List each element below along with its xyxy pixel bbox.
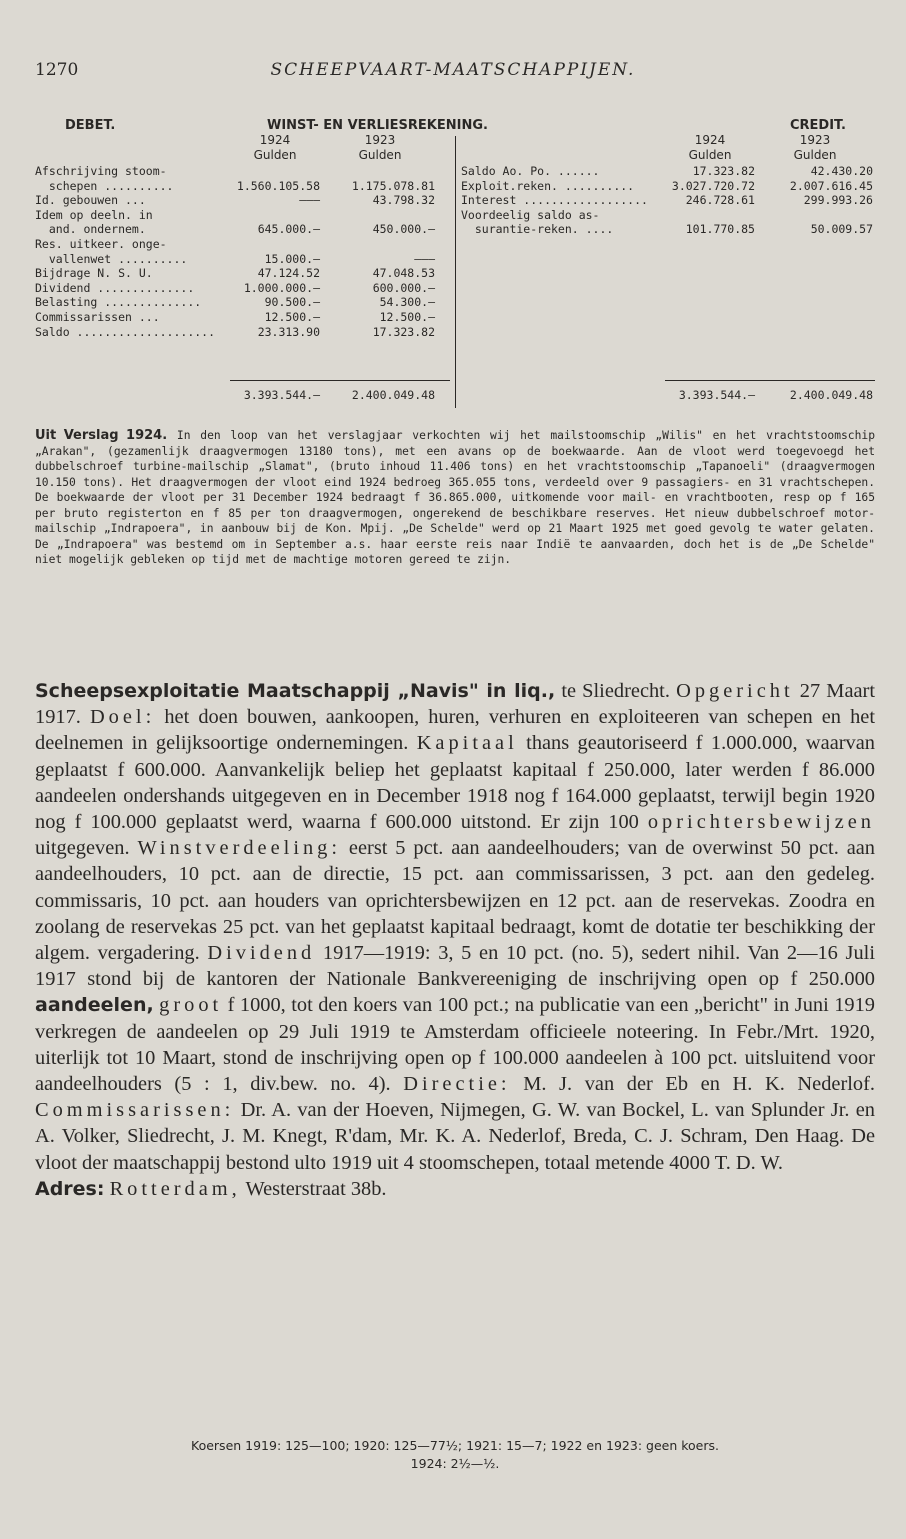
- debit-row-label: Bijdrage N. S. U.: [35, 266, 153, 281]
- debit-total-1924: 3.393.544.—: [243, 388, 320, 402]
- credit-row-1923: 50.009.57: [810, 222, 873, 237]
- company-text: het doen bouwen, aankoopen, huren, verhuren en exploiteeren van schepen en het deelnemen in gelijksoortige ondernemingen.: [35, 706, 875, 755]
- credit-row-1924: 17.323.82: [692, 164, 755, 178]
- credit-currency-1924: Gulden: [688, 148, 732, 162]
- credit-row-1923: 42.430.20: [810, 164, 873, 178]
- debit-row-label: Saldo ....................: [35, 324, 216, 339]
- share-prices: [35, 1437, 875, 1473]
- debit-total-rule: [230, 380, 450, 381]
- credit-row-label: Voordeelig saldo as-: [461, 207, 600, 222]
- keyword-oprichtersbewijzen: oprichtersbewijzen: [647, 811, 875, 834]
- company-entry: [35, 678, 875, 1202]
- company-text: thans geautoriseerd f 1.000.000, waarvan geplaatst f 600.000. Aanvankelijk beliep het geplaatst kapitaal f 250.000, later werden f 86.000 aandeelen ondershands uitgegeven en in December 1918 nog f 164.000 geplaatst, terwijl begin 1920 nog f 100.000 geplaatst werd, waarna f 600.000 uitstond. Er zijn 100: [35, 732, 875, 834]
- debit-row-1924: 15.000.—: [264, 251, 320, 266]
- keyword-dividend: Dividend: [207, 942, 316, 965]
- debit-row-1924: 47.124.52: [257, 266, 320, 281]
- company-text: 27 Maart 1917.: [35, 680, 875, 729]
- share-prices-line-2: 1924: 2½—½.: [410, 1456, 500, 1471]
- keyword-doel: Doel:: [89, 706, 156, 729]
- company-text: te Sliedrecht.: [555, 680, 677, 702]
- debit-total-1923: 2.400.049.48: [351, 388, 435, 402]
- debit-row-1923: 600.000.—: [372, 280, 435, 295]
- share-prices-line-1: Koersen 1919: 125—100; 1920: 125—77½; 1921: 15—7; 1922 en 1923: geen koers.: [191, 1438, 719, 1453]
- running-title: SCHEEPVAART-MAATSCHAPPIJEN.: [270, 60, 636, 80]
- page-number: 1270: [35, 60, 79, 80]
- debit-row-1923: 1.175.078.81: [351, 178, 435, 193]
- company-text: M. J. van der Eb en H. K. Nederlof.: [510, 1073, 875, 1096]
- credit-row-label: Exploit.reken. ..........: [461, 178, 635, 193]
- debit-row-label: and. ondernem.: [35, 222, 146, 237]
- debit-row-label: Idem op deeln. in: [35, 207, 153, 222]
- debit-row-1924: 23.313.90: [257, 324, 320, 339]
- credit-total-1924: 3.393.544.—: [678, 388, 755, 402]
- debit-row-1924: 1.560.105.58: [236, 178, 320, 193]
- company-text: uitgegeven.: [35, 837, 138, 860]
- keyword-adres: Adres:: [35, 1177, 105, 1200]
- debit-row-1924: 1.000.000.—: [243, 280, 320, 295]
- annual-report-excerpt: [35, 428, 875, 568]
- debit-row-label: Id. gebouwen ...: [35, 193, 146, 208]
- profit-loss-account: [35, 118, 875, 408]
- debit-row-label: Res. uitkeer. onge-: [35, 237, 167, 251]
- debit-year-1923: 1923: [364, 133, 396, 147]
- credit-row-label: Saldo Ao. Po. ......: [461, 164, 600, 178]
- debit-row-1924: ———: [299, 193, 320, 208]
- ledger-divider: [455, 136, 456, 408]
- debit-currency-1923: Gulden: [358, 148, 402, 162]
- credit-total-1923: 2.400.049.48: [789, 388, 873, 402]
- address-street: Westerstraat 38b.: [240, 1177, 387, 1200]
- keyword-directie: Directie:: [403, 1073, 511, 1096]
- credit-row-label: Interest ..................: [461, 193, 648, 208]
- debit-row-1923: 47.048.53: [372, 266, 435, 281]
- debit-year-1924: 1924: [259, 133, 291, 147]
- debit-row-1923: 43.798.32: [372, 193, 435, 208]
- debit-row-label: vallenwet ..........: [35, 251, 188, 266]
- keyword-commissarissen: Commissarissen:: [35, 1099, 235, 1122]
- credit-row-1923: 2.007.616.45: [789, 178, 873, 193]
- keyword-aandeelen: aandeelen,: [35, 994, 154, 1017]
- credit-row-label: surantie-reken. ....: [461, 222, 614, 237]
- keyword-groot: groot: [159, 994, 223, 1017]
- debit-row-1923: 17.323.82: [372, 324, 435, 339]
- credit-row-1924: 3.027.720.72: [671, 178, 755, 193]
- debit-row-1923: 12.500.—: [379, 310, 435, 324]
- debit-row-1924: 645.000.—: [257, 222, 320, 237]
- credit-row-1924: 246.728.61: [685, 193, 755, 208]
- keyword-winstverdeeling: Winstverdeeling:: [137, 837, 342, 860]
- credit-year-1923: 1923: [799, 133, 831, 147]
- debit-row-1924: 12.500.—: [264, 310, 320, 324]
- company-text: f 1000, tot den koers van 100 pct.; na publicatie van een „bericht" in Juni 1919 verkregen de aandeelen op 29 Juli 1919 te Amsterdam officieele noteering. In Febr./Mrt. 1920, uiterlijk tot 10 Maart, stond de inschrijving open op f 100.000 aandeelen à 100 pct. uitsluitend voor aandeelhouders (5 : 1, div.bew. no. 4).: [35, 994, 875, 1096]
- credit-year-1924: 1924: [694, 133, 726, 147]
- credit-total-rule: [665, 380, 875, 381]
- debit-row-1923: 54.300.—: [379, 295, 435, 310]
- address-city: Rotterdam,: [109, 1177, 241, 1200]
- debit-row-label: Belasting ..............: [35, 295, 202, 310]
- company-text: eerst 5 pct. aan aandeelhouders; van de overwinst 50 pct. aan aandeelhouders, 10 pct. aan de directie, 15 pct. aan commissarissen, 3 pct. aan den gedeleg. commissaris, 10 pct. aan houders van oprichtersbewijzen en 12 pct. aan de reservekas. Zoodra en zoolang de reservekas 25 pct. van het geplaatst kapitaal bedraagt, komt de dotatie ter beschikking der algem. vergadering.: [35, 837, 875, 965]
- debit-row-label: Dividend ..............: [35, 280, 195, 295]
- credit-currency-1923: Gulden: [793, 148, 837, 162]
- debit-row-1923: ———: [414, 251, 435, 266]
- company-name: Scheepsexploitatie Maatschappij „Navis" in liq.,: [35, 680, 556, 702]
- company-text: 1917—1919: 3, 5 en 10 pct. (no. 5), sedert nihil. Van 2—16 Juli 1917 stond bij de kantoren der Nationale Bankvereeniging de inschrijving open op f 250.000: [35, 942, 875, 991]
- debit-row-1923: 450.000.—: [372, 222, 435, 237]
- debit-row-label: schepen ..........: [35, 178, 174, 193]
- debit-row-label: Commissarissen ...: [35, 310, 160, 324]
- debit-row-1924: 90.500.—: [264, 295, 320, 310]
- ledger-title: WINST- EN VERLIESREKENING.: [267, 118, 488, 133]
- report-lead: Uit Verslag 1924.: [35, 428, 168, 443]
- company-text: Dr. A. van der Hoeven, Nijmegen, G. W. van Bockel, L. van Splunder Jr. en A. Volker, Sliedrecht, J. M. Knegt, R'dam, Mr. K. A. Nederlof, Breda, C. J. Schram, Den Haag. De vloot der maatschappij bestond ulto 1919 uit 4 stoomschepen, totaal metende 4000 T. D. W.: [35, 1099, 875, 1174]
- debet-label: DEBET.: [65, 118, 116, 133]
- keyword-kapitaal: Kapitaal: [416, 732, 518, 755]
- credit-label: CREDIT.: [790, 118, 846, 133]
- keyword-opgericht: Opgericht: [676, 680, 794, 702]
- credit-row-1923: 299.993.26: [803, 193, 873, 208]
- debit-currency-1924: Gulden: [253, 148, 297, 162]
- report-text: In den loop van het verslagjaar verkochten wij het mailstoomschip „Wilis" en het vrachtstoomschip „Arakan", (gezamenlijk draagvermogen 13180 tons), met een avans op de boekwaarde. Aan de vloot werd toegevoegd het dubbelschroef turbine-mailschip „Slamat", (bruto inhoud 11.406 tons) en het vrachtstoomschip „Tapanoeli" (draagvermogen 10.150 tons). Het draagvermogen der vloot eind 1924 bedroeg 365.055 tons, verdeeld over 9 passagiers- en 31 vrachtschepen. De boekwaarde der vloot per 31 December 1924 bedraagt f 36.865.000, uitkomende voor mail- en vrachtbooten, resp op f 165 per bruto registerton en f 85 per ton draagvermogen, ongerekend de beschikbare reserves. Het nieuw dubbelschroef motor-mailschip „Indrapoera", in aanbouw bij de Kon. Mpij. „De Schelde" werd op 21 Maart 1925 met goed gevolg te water gelaten. De „Indrapoera" was bestemd om in September a.s. haar eerste reis naar Indië te aanvaarden, doch het is de „De Schelde" niet mogelijk gebleken op tijd met de machtige motoren gereed te zijn.: [35, 429, 876, 566]
- running-head: [35, 60, 871, 86]
- credit-row-1924: 101.770.85: [685, 222, 755, 237]
- debit-row-label: Afschrijving stoom-: [35, 164, 167, 178]
